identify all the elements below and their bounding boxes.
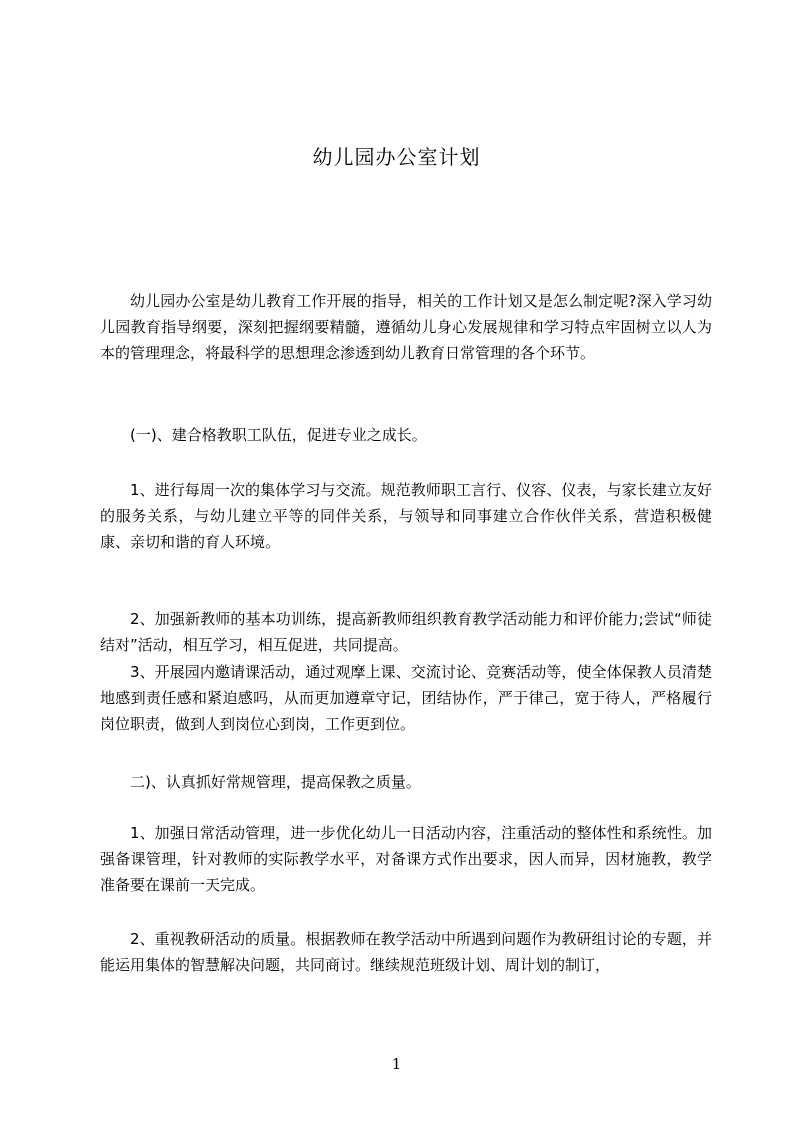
paragraph-item: 2、重视教研活动的质量。根据教师在教学活动中所遇到问题作为教研组讨论的专题，并能运用集体的智慧解决问题，共同商讨。继续规范班级计划、周计划的制订， — [100, 930, 712, 974]
page-title: 幼儿园办公室计划 — [312, 145, 481, 169]
paragraph-intro: 幼儿园办公室是幼儿教育工作开展的指导，相关的工作计划又是怎么制定呢?深入学习幼儿园教育指导纲要，深刻把握纲要精髓，遵循幼儿身心发展规律和学习特点牢固树立以人为本的管理理念，将最科学的思想理念渗透到幼儿教育日常管理的各个环节。 — [100, 292, 712, 362]
paragraph-item: 1、加强日常活动管理，进一步优化幼儿一日活动内容，注重活动的整体性和系统性。加强备课管理，针对教师的实际教学水平，对备课方式作出要求，因人而异，因材施教，教学准备要在课前一天完成。 — [100, 824, 712, 894]
paragraph-item: 3、开展园内邀请课活动，通过观摩上课、交流讨论、竞赛活动等，使全体保教人员清楚地感到责任感和紧迫感吗，从而更加遵章守记，团结协作，严于律己，宽于待人，严格履行岗位职责，做到人到岗位心到岗，工作更到位。 — [100, 663, 712, 733]
paragraph-item: 1、进行每周一次的集体学习与交流。规范教师职工言行、仪容、仪表，与家长建立友好的服务关系，与幼儿建立平等的同伴关系，与领导和同事建立合作伙伴关系，营造积极健康、亲切和谐的育人环境。 — [100, 481, 712, 551]
section-heading-2: 二)、认真抓好常规管理，提高保教之质量。 — [130, 773, 421, 791]
section-heading-1: (一)、建合格教职工队伍，促进专业之成长。 — [130, 426, 427, 444]
page-number: 1 — [391, 1055, 402, 1073]
paragraph-item: 2、加强新教师的基本功训练，提高新教师组织教育教学活动能力和评价能力;尝试“师徒结对”活动，相互学习，相互促进，共同提高。 — [100, 610, 712, 654]
